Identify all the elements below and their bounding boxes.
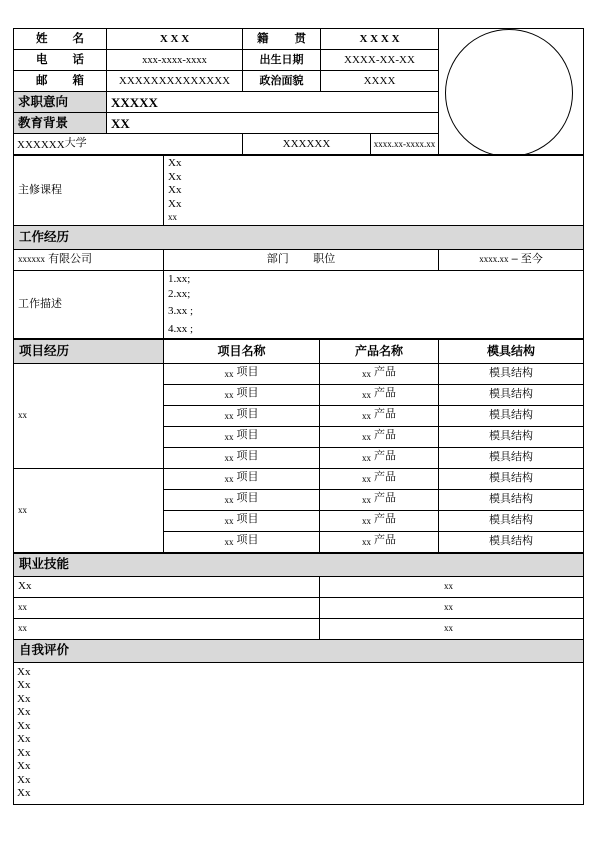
projects-table bbox=[13, 339, 584, 553]
school-name bbox=[14, 134, 243, 155]
skill-left: xx bbox=[14, 597, 320, 618]
col-product-name: 产品名称 bbox=[320, 339, 439, 363]
self-eval-line: Xx bbox=[17, 679, 31, 691]
politics-label: 政治面貌 bbox=[243, 71, 321, 92]
product-name-cell bbox=[320, 426, 439, 447]
school-suffix: 大学 bbox=[64, 136, 87, 149]
desc-item: 1.xx; bbox=[168, 272, 191, 285]
work-period-end: 至今 bbox=[520, 253, 543, 265]
cell-prefix: xx bbox=[361, 516, 371, 526]
phone-label: 电 话 bbox=[14, 50, 107, 71]
school-prefix: XXXXXX bbox=[17, 138, 65, 151]
product-name-cell bbox=[320, 531, 439, 552]
self-eval-line: Xx bbox=[17, 760, 31, 772]
product-name-cell bbox=[320, 489, 439, 510]
cell-prefix: xx bbox=[361, 474, 371, 484]
project-name-cell bbox=[164, 489, 320, 510]
project-name-cell bbox=[164, 363, 320, 384]
product-name-cell bbox=[320, 468, 439, 489]
cell-word: 项目 bbox=[236, 429, 259, 441]
product-name-cell bbox=[320, 447, 439, 468]
col-project-name: 项目名称 bbox=[164, 339, 320, 363]
skill-left: Xx bbox=[14, 576, 320, 597]
name-label: 姓 名 bbox=[14, 29, 107, 50]
courses-work-table bbox=[13, 155, 584, 339]
cell-prefix: xx bbox=[224, 453, 234, 463]
origin-value: X X X X bbox=[321, 29, 439, 50]
cell-prefix: xx bbox=[224, 474, 234, 484]
desc-item: 4.xx ; bbox=[168, 322, 194, 335]
cell-prefix: xx bbox=[224, 432, 234, 442]
work-section-title: 工作经历 bbox=[14, 225, 584, 249]
skills-section-title: 职业技能 bbox=[14, 553, 584, 576]
self-eval-line: Xx bbox=[17, 706, 31, 718]
photo-cell bbox=[439, 29, 584, 155]
work-period bbox=[439, 249, 584, 270]
resume-sheet bbox=[13, 28, 583, 805]
cell-word: 项目 bbox=[236, 513, 259, 525]
company-prefix: xxxxxx bbox=[18, 254, 45, 264]
projects-section-title: 项目经历 bbox=[14, 339, 164, 363]
cell-word: 产品 bbox=[374, 408, 397, 420]
birth-label: 出生日期 bbox=[243, 50, 321, 71]
cell-word: 产品 bbox=[374, 450, 397, 462]
politics-value: XXXX bbox=[321, 71, 439, 92]
projects-body bbox=[14, 363, 584, 552]
cell-prefix: xx bbox=[361, 432, 371, 442]
dept-label: 部门 bbox=[266, 253, 289, 265]
desc-label: 工作描述 bbox=[14, 270, 164, 338]
cell-word: 项目 bbox=[236, 471, 259, 483]
email-value: XXXXXXXXXXXXXX bbox=[107, 71, 243, 92]
cell-word: 产品 bbox=[374, 471, 397, 483]
intent-value: XXXXX bbox=[107, 92, 439, 113]
work-period-start: xxxx.xx bbox=[479, 254, 509, 264]
project-group-name: xx bbox=[14, 468, 164, 552]
skill-right: xx bbox=[320, 576, 584, 597]
cell-prefix: xx bbox=[361, 537, 371, 547]
self-eval-line: Xx bbox=[17, 692, 31, 705]
cell-prefix: xx bbox=[361, 453, 371, 463]
edu-label: 教育背景 bbox=[14, 113, 107, 134]
dept-position bbox=[164, 249, 439, 270]
mold-structure-cell: 模具结构 bbox=[439, 489, 584, 510]
project-row bbox=[14, 468, 584, 489]
edu-value: XX bbox=[107, 113, 439, 134]
course-item: Xx bbox=[168, 184, 182, 196]
cell-prefix: xx bbox=[361, 390, 371, 400]
name-value: X X X bbox=[107, 29, 243, 50]
self-eval-line: Xx bbox=[17, 773, 31, 786]
cell-prefix: xx bbox=[224, 369, 234, 379]
project-name-cell bbox=[164, 510, 320, 531]
product-name-cell bbox=[320, 510, 439, 531]
product-name-cell bbox=[320, 405, 439, 426]
photo-placeholder[interactable] bbox=[445, 29, 573, 155]
email-label: 邮 箱 bbox=[14, 71, 107, 92]
col-mold-structure: 模具结构 bbox=[439, 339, 584, 363]
cell-prefix: xx bbox=[361, 495, 371, 505]
project-name-cell bbox=[164, 468, 320, 489]
cell-prefix: xx bbox=[224, 495, 234, 505]
cell-word: 项目 bbox=[236, 408, 259, 420]
period-value: xxxx.xx-xxxx.xx bbox=[373, 139, 436, 149]
self-eval-text bbox=[14, 662, 584, 804]
major-value: XXXXXX bbox=[243, 134, 371, 154]
cell-word: 项目 bbox=[236, 492, 259, 504]
mold-structure-cell: 模具结构 bbox=[439, 384, 584, 405]
skill-left: xx bbox=[14, 618, 320, 639]
course-item: Xx bbox=[168, 197, 182, 210]
skill-right: xx bbox=[320, 618, 584, 639]
cell-prefix: xx bbox=[224, 516, 234, 526]
desc-list bbox=[164, 270, 584, 338]
course-item: xx bbox=[168, 212, 177, 222]
self-eval-section-title: 自我评价 bbox=[14, 639, 584, 662]
product-name-cell bbox=[320, 384, 439, 405]
courses-label: 主修课程 bbox=[14, 156, 164, 226]
cell-word: 项目 bbox=[236, 366, 259, 378]
cell-word: 产品 bbox=[374, 387, 397, 399]
cell-prefix: xx bbox=[224, 537, 234, 547]
project-name-cell bbox=[164, 405, 320, 426]
work-period-dash: – bbox=[511, 253, 518, 265]
mold-structure-cell: 模具结构 bbox=[439, 510, 584, 531]
phone-value: xxx-xxxx-xxxx bbox=[107, 50, 243, 71]
cell-word: 产品 bbox=[374, 429, 397, 441]
cell-word: 项目 bbox=[236, 387, 259, 399]
cell-prefix: xx bbox=[361, 369, 371, 379]
cell-word: 产品 bbox=[374, 534, 397, 546]
course-item: Xx bbox=[168, 157, 182, 169]
mold-structure-cell: 模具结构 bbox=[439, 363, 584, 384]
self-eval-line: Xx bbox=[17, 733, 31, 745]
cell-word: 项目 bbox=[236, 450, 259, 462]
mold-structure-cell: 模具结构 bbox=[439, 405, 584, 426]
project-name-cell bbox=[164, 447, 320, 468]
company-suffix: 有限公司 bbox=[48, 253, 93, 265]
cell-word: 产品 bbox=[374, 492, 397, 504]
project-name-cell bbox=[164, 384, 320, 405]
courses-list bbox=[164, 156, 584, 226]
company-name bbox=[14, 249, 164, 270]
self-eval-line: Xx bbox=[17, 787, 31, 799]
origin-label: 籍 贯 bbox=[243, 29, 321, 50]
birth-value: XXXX-XX-XX bbox=[321, 50, 439, 71]
cell-prefix: xx bbox=[224, 390, 234, 400]
mold-structure-cell: 模具结构 bbox=[439, 531, 584, 552]
product-name-cell bbox=[320, 363, 439, 384]
basic-info-table bbox=[13, 28, 584, 155]
skills-table bbox=[13, 553, 584, 805]
desc-item: 3.xx ; bbox=[168, 304, 194, 317]
cell-word: 项目 bbox=[236, 534, 259, 546]
position-label: 职位 bbox=[313, 253, 336, 265]
self-eval-line: Xx bbox=[17, 719, 31, 732]
mold-structure-cell: 模具结构 bbox=[439, 468, 584, 489]
skill-right: xx bbox=[320, 597, 584, 618]
mold-structure-cell: 模具结构 bbox=[439, 426, 584, 447]
course-item: Xx bbox=[168, 170, 182, 183]
major-period-cell bbox=[243, 134, 439, 155]
mold-structure-cell: 模具结构 bbox=[439, 447, 584, 468]
project-group-name: xx bbox=[14, 363, 164, 468]
project-name-cell bbox=[164, 531, 320, 552]
cell-prefix: xx bbox=[224, 411, 234, 421]
self-eval-line: Xx bbox=[17, 665, 31, 678]
cell-prefix: xx bbox=[361, 411, 371, 421]
cell-word: 产品 bbox=[374, 513, 397, 525]
desc-item: 2.xx; bbox=[168, 287, 191, 300]
self-eval-line: Xx bbox=[17, 746, 31, 759]
intent-label: 求职意向 bbox=[14, 92, 107, 113]
project-name-cell bbox=[164, 426, 320, 447]
project-row bbox=[14, 363, 584, 384]
cell-word: 产品 bbox=[374, 366, 397, 378]
